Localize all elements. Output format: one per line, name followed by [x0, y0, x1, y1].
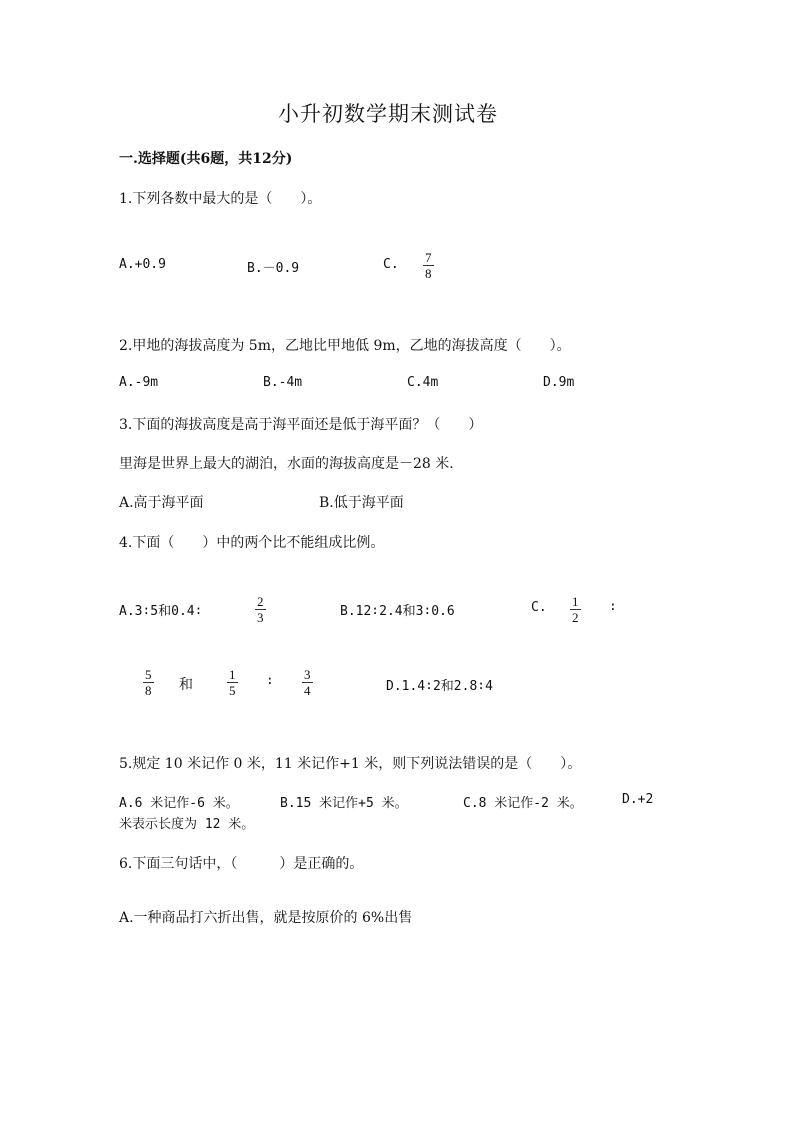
fraction-numerator: 1	[229, 667, 236, 682]
question-1-stem: 1.下列各数中最大的是（ ）。	[119, 191, 322, 207]
fraction-numerator: 3	[304, 667, 311, 682]
fraction-numerator: 2	[257, 594, 264, 609]
question-5-stem: 5.规定 10 米记作 0 米，11 米记作+1 米，则下列说法错误的是（ ）。	[119, 756, 582, 772]
question-6-stem: 6.下面三句话中，（ ）是正确的。	[119, 856, 364, 872]
question-5-option-b: B.15 米记作+5 米。	[280, 796, 408, 811]
ratio-colon: ∶	[609, 600, 617, 615]
fraction-denominator: 8	[425, 266, 432, 281]
question-4-option-c-fraction-4	[302, 667, 313, 698]
question-4-option-c-fraction-2	[143, 667, 154, 698]
section-heading: 一.选择题(共6题，共12分)	[119, 151, 293, 167]
fraction-denominator: 5	[229, 683, 236, 698]
conjunction-and: 和	[179, 677, 193, 693]
ratio-colon: ∶	[266, 674, 274, 689]
question-4-stem: 4.下面（ ）中的两个比不能组成比例。	[119, 535, 385, 551]
question-2-stem: 2.甲地的海拔高度为 5m，乙地比甲地低 9m，乙地的海拔高度（ ）。	[119, 338, 571, 354]
fraction-numerator: 7	[425, 250, 432, 265]
question-3-context: 里海是世界上最大的湖泊，水面的海拔高度是－28 米.	[119, 456, 454, 472]
question-5-option-a: A.6 米记作-6 米。	[119, 796, 239, 811]
question-4-option-c-fraction-1	[570, 594, 581, 625]
question-5-option-d-continued: 米表示长度为 12 米。	[119, 817, 255, 832]
fraction-denominator: 3	[257, 610, 264, 625]
question-1-option-c: C.	[383, 257, 399, 272]
page-title: 小升初数学期末测试卷	[278, 102, 498, 126]
question-1-option-a: A.+0.9	[119, 257, 166, 272]
question-4-option-c: C.	[531, 600, 547, 615]
question-4-option-d: D.1.4∶2和2.8∶4	[386, 679, 493, 694]
question-4-option-a: A.3∶5和0.4∶	[119, 604, 203, 619]
fraction-numerator: 1	[572, 594, 579, 609]
fraction-numerator: 5	[145, 667, 152, 682]
question-1-option-c-fraction	[423, 250, 434, 281]
question-5-option-d: D.+2	[622, 792, 654, 807]
question-6-option-a: A.一种商品打六折出售，就是按原价的 6%出售	[119, 910, 413, 926]
question-2-option-b: B.-4m	[263, 375, 303, 390]
question-5-option-c: C.8 米记作-2 米。	[463, 796, 583, 811]
question-2-option-c: C.4m	[407, 375, 439, 390]
question-3-stem: 3.下面的海拔高度是高于海平面还是低于海平面？（ ）	[119, 417, 483, 433]
question-2-option-d: D.9m	[543, 375, 575, 390]
question-4-option-c-fraction-3	[227, 667, 238, 698]
fraction-denominator: 4	[304, 683, 311, 698]
question-1-option-b: B.－0.9	[247, 261, 300, 276]
fraction-denominator: 2	[572, 610, 579, 625]
question-4-option-a-fraction	[255, 594, 266, 625]
question-3-option-b: B.低于海平面	[319, 495, 404, 511]
fraction-denominator: 8	[145, 683, 152, 698]
question-2-option-a: A.-9m	[119, 375, 159, 390]
question-4-option-b: B.12∶2.4和3∶0.6	[340, 604, 455, 619]
question-3-option-a: A.高于海平面	[119, 495, 204, 511]
